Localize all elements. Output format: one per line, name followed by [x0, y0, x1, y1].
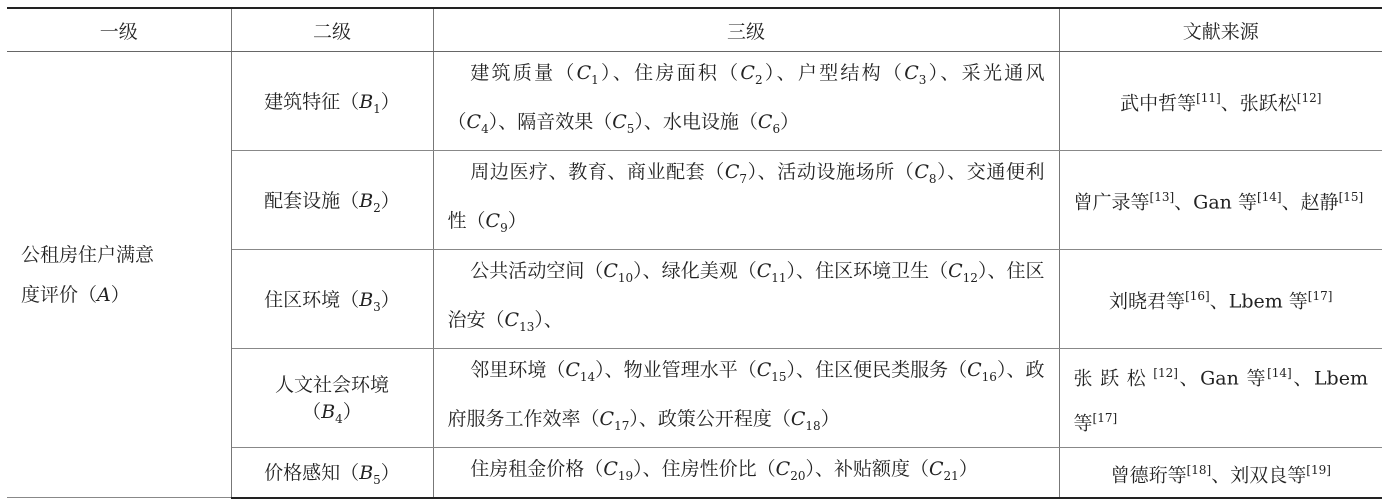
- level3-cell: 建筑质量$(C_1)$、住房面积$(C_2)$、户型结构$(C_3)$、采光通风$(C_4)$、隔音效果$(C_5)$、水电设施$(C_6)$: [433, 52, 1059, 151]
- level3-cell: 邻里环境$(C_{14})$、物业管理水平$(C_{15})$、住区便民类服务$(C_{16})$、政府服务工作效率$(C_{17})$、政策公开程度$(C_{18})$: [433, 349, 1059, 448]
- sources-cell: 曾广录等[13]、Gan 等[14]、赵静[15]: [1059, 151, 1382, 250]
- sources-cell: 曾德珩等[18]、刘双良等[19]: [1059, 448, 1382, 498]
- level1-cell: [7, 52, 231, 498]
- level3-cell: 住房租金价格$(C_{19})$、住房性价比$(C_{20})$、补贴额度$(C_{21})$: [433, 448, 1059, 498]
- sources-cell: 刘晓君等[16]、Lbem 等[17]: [1059, 250, 1382, 349]
- sources-cell: 张跃松[12]、Gan 等[14]、Lbem 等[17]: [1059, 349, 1382, 448]
- table-header-row: [7, 8, 1382, 52]
- level3-cell: 周边医疗、教育、商业配套$(C_7)$、活动设施场所$(C_8)$、交通便利性$(C_9)$: [433, 151, 1059, 250]
- level3-cell: 公共活动空间$(C_{10})$、绿化美观$(C_{11})$、住区环境卫生$(C_{12})$、住区治安$(C_{13})$、: [433, 250, 1059, 349]
- header-sources: 文献来源: [1059, 8, 1382, 52]
- evaluation-index-table: [7, 7, 1382, 499]
- level2-cell: 价格感知$(B_5)$: [231, 448, 433, 498]
- header-level1: 一级: [7, 8, 231, 52]
- level2-cell: 配套设施$(B_2)$: [231, 151, 433, 250]
- table-row: [7, 52, 1382, 151]
- level2-cell: 住区环境$(B_3)$: [231, 250, 433, 349]
- level2-cell: 建筑特征$(B_1)$: [231, 52, 433, 151]
- sources-cell: 武中哲等[11]、张跃松[12]: [1059, 52, 1382, 151]
- level1-label: 公租房住户满意 度评价（A）: [21, 243, 155, 306]
- header-level3: 三级: [433, 8, 1059, 52]
- header-level2: 二级: [231, 8, 433, 52]
- level2-cell: 人文社会环境$(B_4)$: [231, 349, 433, 448]
